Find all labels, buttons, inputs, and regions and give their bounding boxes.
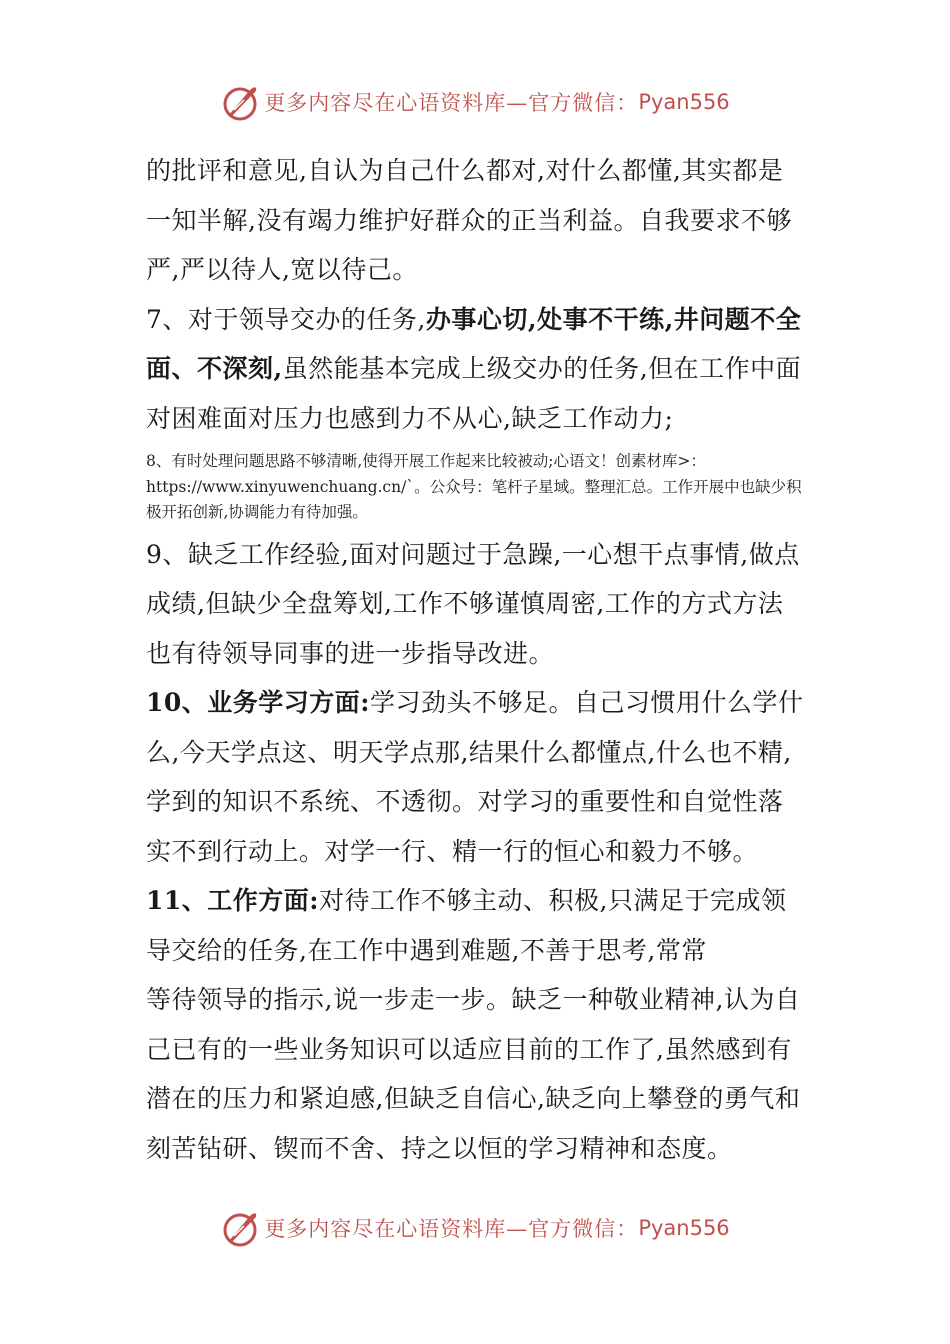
paragraph-11-rest: 对待工作不够主动、积极,只满足于完成领导交给的任务,在工作中遇到难题,不善于思考,常常 [146, 886, 787, 965]
quill-pen-icon [220, 82, 260, 122]
banner-wechat-id: Pyan556 [638, 90, 730, 114]
header-banner [0, 80, 950, 124]
paragraph-11-continued: 等待领导的指示,说一步走一步。缺乏一种敬业精神,认为自己已有的一些业务知识可以适应目前的工作了,虽然感到有潜在的压力和紧迫感,但缺乏自信心,缺乏向上攀登的勇气和刻苦钻研、锲而不舍、持之以恒的学习精神和态度。 [146, 985, 801, 1163]
paragraph-7-lead: 7、对于领导交办的任务, [146, 304, 426, 334]
paragraph-8: 8、有时处理问题思路不够清晰,使得开展工作起来比较被动;心语文！创素材库>：https://www.xinyuwenchuang.cn/`。公众号：笔杆子星域。整理汇总。工作开展中也缺少积极开拓创新,协调能力有待加强。 [146, 452, 802, 521]
paragraph-11 [146, 876, 808, 975]
paragraph-7-rest: 虽然能基本完成上级交办的任务,但在工作中面对困难面对压力也感到力不从心,缺乏工作动力; [146, 354, 802, 433]
banner-text: 更多内容尽在心语资料库—官方微信： [264, 91, 639, 115]
paragraph-continued: 的批评和意见,自认为自己什么都对,对什么都懂,其实都是一知半解,没有竭力维护好群众的正当利益。自我要求不够严,严以待人,宽以待己。 [146, 156, 792, 284]
paragraph-7-bold: 办事心切,处事不干练,井问题不全面、不深刻, [146, 304, 802, 383]
banner-wechat-id: Pyan556 [638, 1216, 730, 1240]
document-body [146, 146, 808, 1173]
paragraph-11-heading: 11、工作方面: [146, 886, 320, 915]
paragraph-9: 9、缺乏工作经验,面对问题过于急躁,一心想干点事情,做点成绩,但缺少全盘筹划,工作不够谨慎周密,工作的方式方法也有待领导同事的进一步指导改进。 [146, 539, 800, 668]
paragraph-10-rest: 学习劲头不够足。自己习惯用什么学什么,今天学点这、明天学点那,结果什么都懂点,什么也不精,学到的知识不系统、不透彻。对学习的重要性和自觉性落实不到行动上。对学一行、精一行的恒心和毅力不够。 [146, 688, 804, 866]
quill-pen-icon [220, 1208, 260, 1248]
paragraph-10 [146, 678, 808, 876]
paragraph-10-heading: 10、业务学习方面: [146, 688, 371, 717]
paragraph-7 [146, 295, 808, 444]
footer-banner [0, 1206, 950, 1250]
banner-text: 更多内容尽在心语资料库—官方微信： [264, 1217, 639, 1241]
